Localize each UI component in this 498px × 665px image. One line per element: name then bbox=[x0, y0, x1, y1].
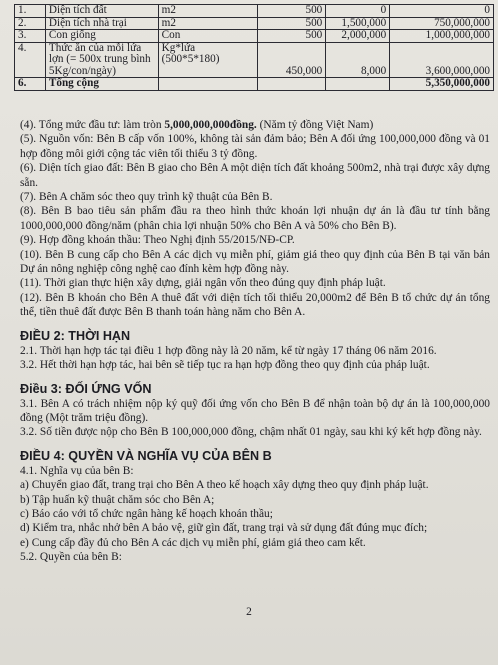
article-item: 2.1. Thời hạn hợp tác tại điều 1 hợp đồng này là 20 năm, kể từ ngày 17 tháng 06 năm 2016. bbox=[20, 344, 437, 357]
clause: (10). Bên B cung cấp cho Bên A các dịch vụ miễn phí, giảm giá theo quy định của Bên B tại văn bản Dự án nông nghiệp công nghệ cao đính kèm hợp đồng này. bbox=[20, 248, 490, 276]
row-total: 0 bbox=[390, 5, 494, 18]
grand-total: 5,350,000,000 bbox=[390, 78, 494, 91]
article-item: e) Cung cấp đầy đủ cho Bên A các dịch vụ miễn phí, giảm giá theo cam kết. bbox=[20, 536, 366, 549]
row-unit: m2 bbox=[158, 17, 258, 30]
row-unit: Kg*lứa (500*5*180) bbox=[158, 42, 258, 78]
row-total: 1,000,000,000 bbox=[390, 30, 494, 43]
row-total: 3,600,000,000 bbox=[390, 42, 494, 78]
article-4-heading: ĐIỀU 4: QUYỀN VÀ NGHĨA VỤ CỦA BÊN B bbox=[20, 448, 272, 463]
article-3-heading: Điều 3: ĐỐI ỨNG VỐN bbox=[20, 381, 152, 396]
clause: (12). Bên B khoán cho Bên A thuê đất với diện tích tối thiểu 20,000m2 để Bên B tổ chức dự án tổng thể, tiền thuê đất được Bên B thanh toán hàng năm cho Bên A. bbox=[20, 291, 490, 319]
row-price: 1,500,000 bbox=[326, 17, 390, 30]
page-number: 2 bbox=[246, 606, 252, 618]
clause: (6). Diện tích giao đất: Bên B giao cho Bên A một diện tích đất khoảng 500m2, nhà trại được xây dựng sẵn. bbox=[20, 162, 490, 189]
row-number: 1. bbox=[15, 5, 46, 18]
article-item: 5.2. Quyền của bên B: bbox=[20, 551, 122, 564]
row-quantity: 500 bbox=[258, 30, 326, 43]
row-item: Tổng cộng bbox=[45, 78, 158, 91]
row-number: 3. bbox=[15, 30, 46, 43]
row-number: 4. bbox=[15, 42, 46, 78]
article-2-heading: ĐIỀU 2: THỜI HẠN bbox=[20, 328, 131, 343]
clause: (11). Thời gian thực hiện xây dựng, giải ngân vốn theo đúng quy định pháp luật. bbox=[20, 277, 386, 290]
row-number: 6. bbox=[15, 78, 46, 91]
table-row bbox=[15, 5, 494, 18]
article-item: c) Báo cáo với tổ chức ngân hàng kế hoạch khoán thầu; bbox=[20, 507, 273, 520]
contract-body bbox=[20, 118, 490, 565]
row-price: 0 bbox=[326, 5, 390, 18]
article-item: a) Chuyển giao đất, trang trại cho Bên A theo kế hoạch xây dựng theo quy định pháp luật. bbox=[20, 479, 429, 492]
table-total-row bbox=[15, 78, 494, 91]
clause: (9). Hợp đồng khoán thầu: Theo Nghị định 55/2015/NĐ-CP. bbox=[20, 234, 295, 247]
row-quantity: 500 bbox=[258, 5, 326, 18]
row-total: 750,000,000 bbox=[390, 17, 494, 30]
article-item: 4.1. Nghĩa vụ của bên B: bbox=[20, 464, 134, 477]
clause: (5). Nguồn vốn: Bên B cấp vốn 100%, không tài sản đảm bảo; Bên A đối ứng 100,000,000 đồng và 01 hợp đồng môi giới cộng tác viên tối thiểu 3 tỷ đồng. bbox=[20, 133, 490, 160]
row-unit: m2 bbox=[158, 5, 258, 18]
row-quantity: 450,000 bbox=[258, 42, 326, 78]
row-price: 2,000,000 bbox=[326, 30, 390, 43]
row-item: Diện tích đất bbox=[45, 5, 158, 18]
row-item: Thức ăn của mỗi lứa lợn (= 500x trung bình 5Kg/con/ngày) bbox=[45, 42, 158, 78]
row-number: 2. bbox=[15, 17, 46, 30]
table-row bbox=[15, 42, 494, 78]
row-unit: Con bbox=[158, 30, 258, 43]
article-item: 3.1. Bên A có trách nhiệm nộp ký quỹ đối ứng vốn cho Bên B để nhận toàn bộ dự án là 100,000,000 đồng (Một trăm triệu đồng). bbox=[20, 397, 490, 424]
clause: (8). Bên B bao tiêu sản phẩm đầu ra theo hình thức khoán lợi nhuận dự án là đầu tư tính bằng 1000,000,000 đồng/năm (phân chia lợi nhuận 50% cho Bên A và 50% cho Bên B). bbox=[20, 205, 490, 232]
row-price: 8,000 bbox=[326, 42, 390, 78]
table-row bbox=[15, 17, 494, 30]
row-item: Con giống bbox=[45, 30, 158, 43]
clause: (7). Bên A chăm sóc theo quy trình kỹ thuật của Bên B. bbox=[20, 191, 273, 204]
cost-table bbox=[14, 4, 494, 91]
article-item: 3.2. Số tiền được nộp cho Bên B 100,000,000 đồng, chậm nhất 01 ngày, sau khi ký kết hợp đồng này. bbox=[20, 426, 482, 439]
table-row bbox=[15, 30, 494, 43]
row-item: Diện tích nhà trại bbox=[45, 17, 158, 30]
row-quantity: 500 bbox=[258, 17, 326, 30]
article-item: d) Kiểm tra, nhắc nhở bên A bảo vệ, giữ gìn đất, trang trại và sử dụng đất đúng mục đích; bbox=[20, 522, 428, 535]
article-item: b) Tập huấn kỹ thuật chăm sóc cho Bên A; bbox=[20, 493, 215, 506]
article-item: 3.2. Hết thời hạn hợp tác, hai bên sẽ tiếp tục ra hạn hợp đồng theo quy định của pháp luật. bbox=[20, 359, 430, 372]
clause: (4). Tổng mức đầu tư: làm tròn 5,000,000,000đồng. (Năm tỷ đồng Việt Nam) bbox=[20, 119, 374, 131]
